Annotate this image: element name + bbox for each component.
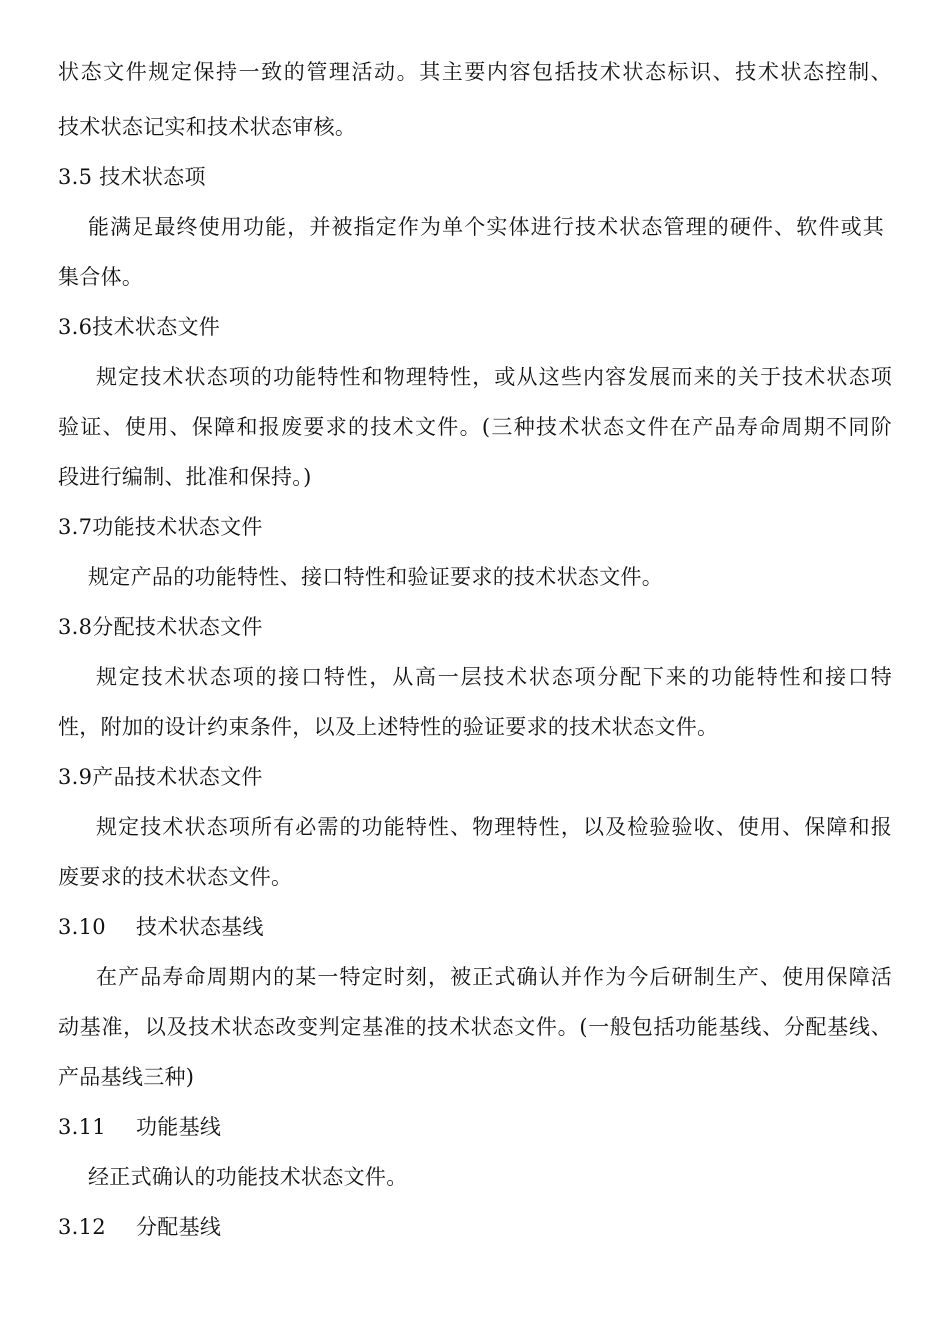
section-title: 分配基线	[135, 1215, 222, 1239]
section-number: 3.10	[58, 915, 106, 939]
paragraph-line: 集合体。	[58, 265, 144, 289]
paragraph-line: 技术状态记实和技术状态审核。	[58, 115, 357, 139]
section-heading-3-7: 3.7功能技术状态文件	[58, 515, 263, 539]
section-heading-3-8: 3.8分配技术状态文件	[58, 615, 263, 639]
section-title: 功能基线	[135, 1115, 222, 1139]
section-number: 3.11	[58, 1115, 106, 1139]
paragraph-line: 规定产品的功能特性、接口特性和验证要求的技术状态文件。	[88, 565, 664, 589]
section-number: 3.12	[58, 1215, 106, 1239]
section-heading-3-11	[58, 1112, 221, 1142]
paragraph-line: 验证、使用、保障和报废要求的技术文件。(三种技术状态文件在产品寿命周期不同阶	[58, 415, 892, 439]
section-heading-3-12	[58, 1212, 221, 1242]
paragraph-line: 经正式确认的功能技术状态文件。	[88, 1165, 408, 1189]
paragraph-line: 废要求的技术状态文件。	[58, 865, 293, 889]
paragraph-line: 动基准，以及技术状态改变判定基准的技术状态文件。(一般包括功能基线、分配基线、	[58, 1015, 892, 1039]
paragraph-line: 规定技术状态项所有必需的功能特性、物理特性，以及检验验收、使用、保障和报	[96, 815, 892, 839]
paragraph-line: 状态文件规定保持一致的管理活动。其主要内容包括技术状态标识、技术状态控制、	[58, 60, 892, 84]
paragraph-line: 规定技术状态项的接口特性，从高一层技术状态项分配下来的功能特性和接口特	[96, 665, 892, 689]
section-title: 技术状态基线	[135, 915, 264, 939]
paragraph-line: 产品基线三种)	[58, 1065, 195, 1089]
paragraph-line: 段进行编制、批准和保持。)	[58, 465, 312, 489]
section-heading-3-9: 3.9产品技术状态文件	[58, 765, 263, 789]
section-heading-3-5: 3.5 技术状态项	[58, 165, 206, 189]
section-heading-3-6: 3.6技术状态文件	[58, 315, 221, 339]
paragraph-line: 性，附加的设计约束条件，以及上述特性的验证要求的技术状态文件。	[58, 715, 719, 739]
paragraph-line: 能满足最终使用功能，并被指定作为单个实体进行技术状态管理的硬件、软件或其	[88, 215, 884, 239]
paragraph-line: 在产品寿命周期内的某一特定时刻，被正式确认并作为今后研制生产、使用保障活	[96, 965, 892, 989]
paragraph-line: 规定技术状态项的功能特性和物理特性，或从这些内容发展而来的关于技术状态项	[96, 365, 892, 389]
section-heading-3-10	[58, 912, 264, 942]
